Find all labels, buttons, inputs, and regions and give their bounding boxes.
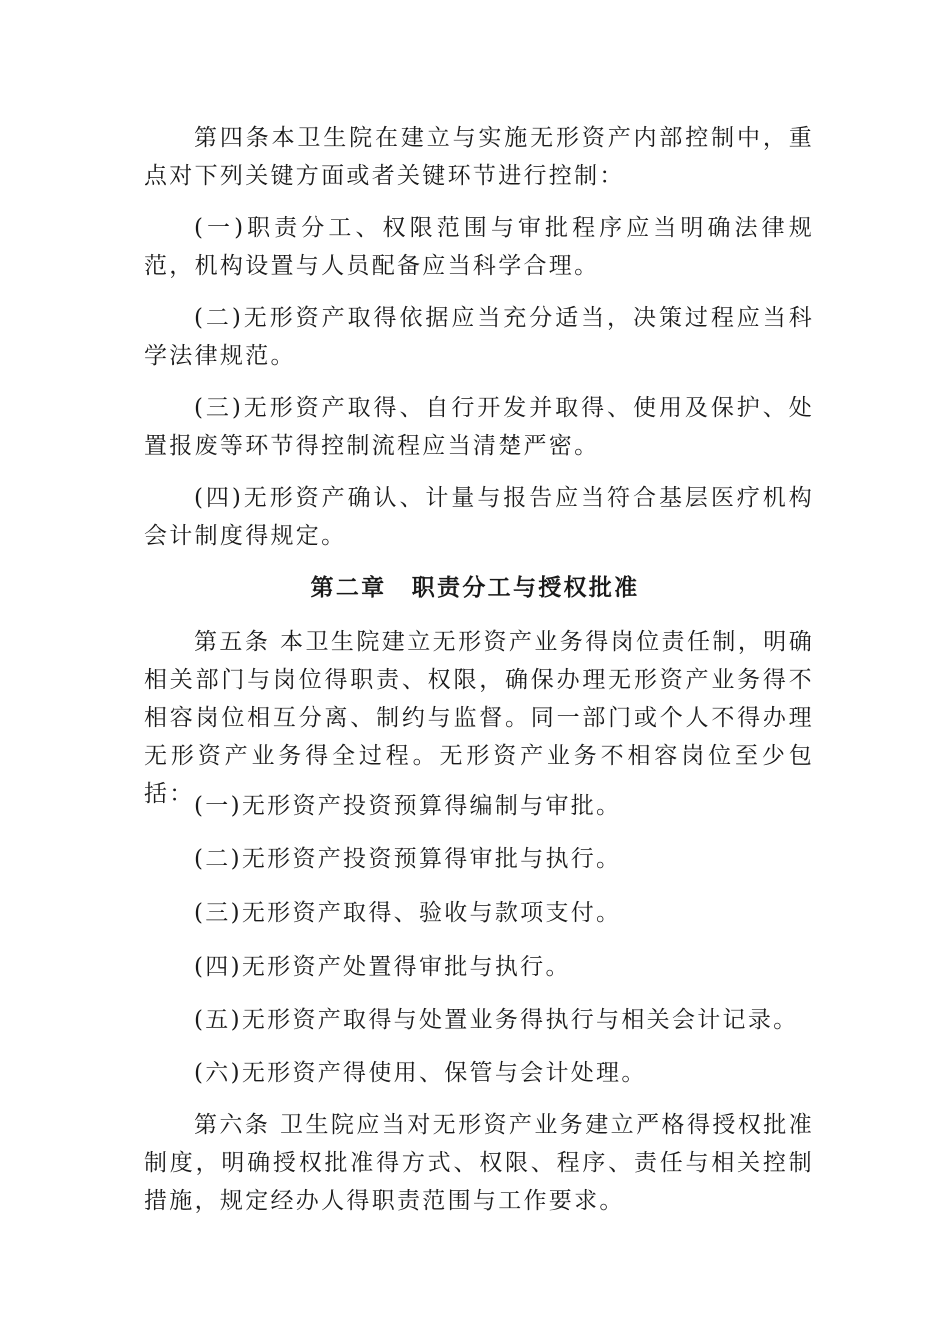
chapter-heading: 第二章 职责分工与授权批准	[310, 575, 640, 601]
article-5-item-4: (四)无形资产处置得审批与执行。	[194, 954, 571, 980]
article-5-item-5: (五)无形资产取得与处置业务得执行与相关会计记录。	[194, 1007, 799, 1033]
article-5-item-3: (三)无形资产取得、验收与款项支付。	[194, 900, 622, 926]
article-4-item-2: (二)无形资产取得依据应当充分适当，决策过程应当科学法律规范。	[144, 305, 814, 369]
article-6-text: 第六条 卫生院应当对无形资产业务建立严格得授权批准制度，明确授权批准得方式、权限、程序、责任与相关控制措施，规定经办人得职责范围与工作要求。	[144, 1112, 814, 1214]
article-4-item-4: (四)无形资产确认、计量与报告应当符合基层医疗机构会计制度得规定。	[144, 485, 814, 549]
article-4-intro: 第四条本卫生院在建立与实施无形资产内部控制中，重点对下列关键方面或者关键环节进行控制：	[144, 125, 814, 189]
article-5-item-6: (六)无形资产得使用、保管与会计处理。	[194, 1060, 647, 1086]
article-5-item-1: (一)无形资产投资预算得编制与审批。	[194, 793, 622, 819]
article-4-item-1: (一)职责分工、权限范围与审批程序应当明确法律规范，机构设置与人员配备应当科学合理。	[144, 215, 814, 279]
article-4-item-3: (三)无形资产取得、自行开发并取得、使用及保护、处置报废等环节得控制流程应当清楚严密。	[144, 395, 814, 459]
article-5-intro: 第五条 本卫生院建立无形资产业务得岗位责任制，明确相关部门与岗位得职责、权限，确保办理无形资产业务得不相容岗位相互分离、制约与监督。同一部门或个人不得办理无形资产业务得全过程。无形资产业务不相容岗位至少包括：	[144, 629, 814, 807]
article-5-item-2: (二)无形资产投资预算得审批与执行。	[194, 846, 622, 872]
